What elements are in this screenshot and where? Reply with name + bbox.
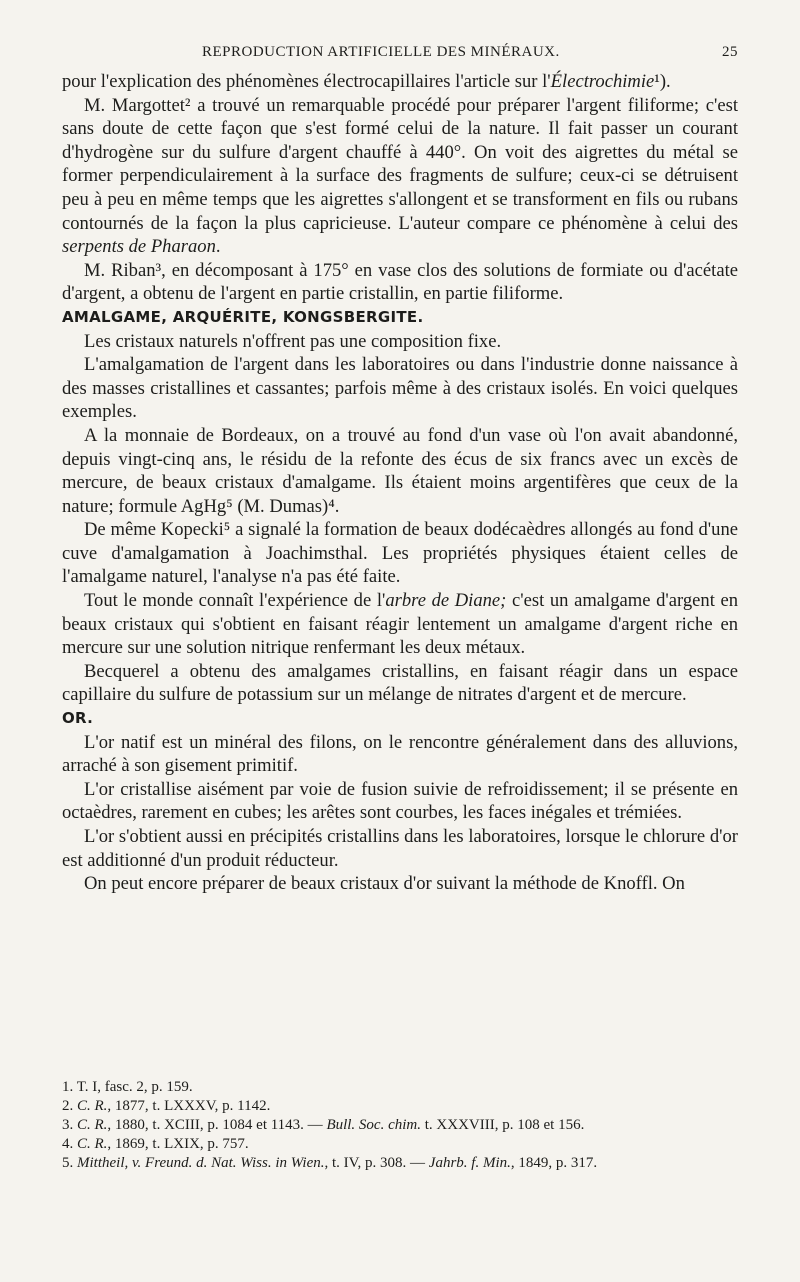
page-number: 25	[722, 44, 738, 60]
footnotes	[62, 1078, 752, 1173]
paragraph: De même Kopecki⁵ a signalé la formation de beaux dodécaèdres allongés au fond d'une cuve d'amalgamation à Joachimsthal. Les propriétés physiques étaient celles de l'amalgame naturel, l'analyse n'a pas été faite.	[62, 519, 738, 588]
paragraph: A la monnaie de Bordeaux, on a trouvé au fond d'un vase où l'on avait abandonné, depuis vingt-cinq ans, le résidu de la refonte des écus de six francs avec un excès de mercure, de beaux cristaux d'amalgame. Ils étaient moins argentifères que ceux de la nature; formule AgHg⁵ (M. Dumas)⁴.	[62, 424, 738, 517]
paragraph: M. Riban³, en décomposant à 175° en vase clos des solutions de formiate ou d'acétate d'argent, a obtenu de l'argent en partie cristallin, en partie filiforme.	[62, 259, 738, 305]
paragraph: Becquerel a obtenu des amalgames cristallins, en faisant réagir dans un espace capillaire du sulfure de potassium sur un mélange de nitrates d'argent et de mercure.	[62, 660, 738, 706]
section-title-amalgame: AMALGAME, ARQUÉRITE, KONGSBERGITE.	[62, 307, 424, 326]
paragraph: On peut encore préparer de beaux cristaux d'or suivant la méthode de Knoffl. On	[84, 873, 685, 895]
paragraph: Tout le monde connaît l'expérience de l'arbre de Diane; c'est un amalgame d'argent en beaux cristaux qui s'obtient en faisant réagir lentement un amalgame d'argent riche en mercure sur une solution nitrique renfermant les deux métaux.	[62, 590, 739, 659]
body-text	[62, 70, 738, 896]
paragraph: L'or s'obtient aussi en précipités cristallins dans les laboratoires, lorsque le chlorure d'or est additionné d'un produit réducteur.	[62, 826, 738, 871]
paragraph: Les cristaux naturels n'offrent pas une composition fixe.	[84, 330, 502, 352]
paragraph: L'amalgamation de l'argent dans les laboratoires ou dans l'industrie donne naissance à des masses cristallines et cassantes; parfois même à des cristaux isolés. En voici quelques exemples.	[62, 354, 738, 423]
running-head	[62, 44, 738, 68]
paragraph: L'or cristallise aisément par voie de fusion suivie de refroidissement; il se présente en octaèdres, rarement en cubes; les arêtes sont courbes, les faces inégales et trémiées.	[62, 778, 738, 824]
paragraph: pour l'explication des phénomènes électrocapillaires l'article sur l'Électrochimie¹).	[62, 71, 671, 92]
footnote: 2. C. R., 1877, t. LXXXV, p. 1142.	[62, 1098, 271, 1114]
section-title-or: OR.	[62, 709, 94, 728]
paragraph: L'or natif est un minéral des filons, on le rencontre généralement dans des alluvions, arraché à son gisement primitif.	[62, 731, 738, 777]
footnote: 5. Mittheil, v. Freund. d. Nat. Wiss. in Wien., t. IV, p. 308. — Jahrb. f. Min., 1849, p. 317.	[62, 1155, 598, 1171]
running-title: REPRODUCTION ARTIFICIELLE DES MINÉRAUX.	[202, 44, 560, 60]
footnote: 3. C. R., 1880, t. XCIII, p. 1084 et 1143. — Bull. Soc. chim. t. XXXVIII, p. 108 et 156.	[62, 1117, 585, 1133]
footnote: 4. C. R., 1869, t. LXIX, p. 757.	[62, 1136, 249, 1152]
footnote: 1. T. I, fasc. 2, p. 159.	[62, 1079, 193, 1095]
paragraph: M. Margottet² a trouvé un remarquable procédé pour préparer l'argent filiforme; c'est sans doute de cette façon que s'est formé celui de la nature. Il fait passer un courant d'hydrogène sur du sulfure d'argent chauffé à 440°. On voit des aigrettes du métal se former perpendiculairement à la surface des fragments de sulfure; ceux-ci se détruisent peu à peu en même temps que les aigrettes s'allongent et se transforment en fils ou rubans contournés de la façon la plus capricieuse. L'auteur compare ce phénomène à celui des serpents de Pharaon.	[62, 94, 738, 258]
